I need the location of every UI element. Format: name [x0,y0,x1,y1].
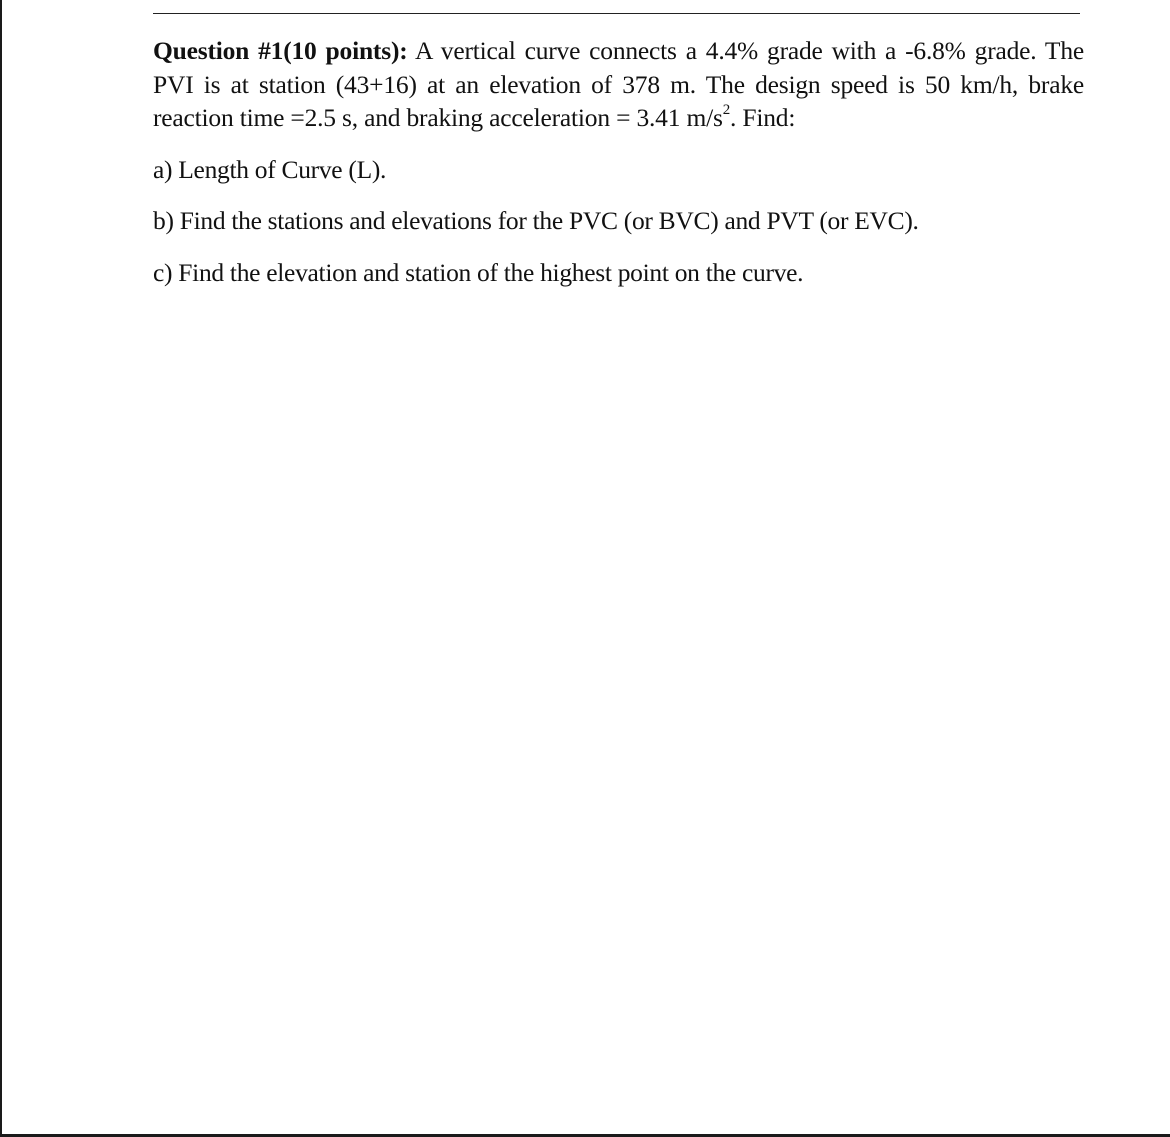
part-a: a) Length of Curve (L). [153,154,387,184]
question-text: A vertical curve connects a 4.4% grade with a -6.8% grade. The PVI is at station (43+16) at an elevation of 378 m. The design speed is 50 km/h, brake reaction time =2.5 s, and braking acceleration = 3.41 m/s [153,36,1084,132]
question-title: Question #1(10 points): [153,36,408,65]
question-block [153,34,1084,289]
part-c: c) Find the elevation and station of the highest point on the curve. [153,257,804,287]
question-paragraph [153,34,1084,135]
superscript-exponent: 2 [722,101,730,118]
question-text-end: . Find: [730,103,796,132]
part-b: b) Find the stations and elevations for the PVC (or BVC) and PVT (or EVC). [153,206,919,235]
top-divider [153,13,1080,14]
